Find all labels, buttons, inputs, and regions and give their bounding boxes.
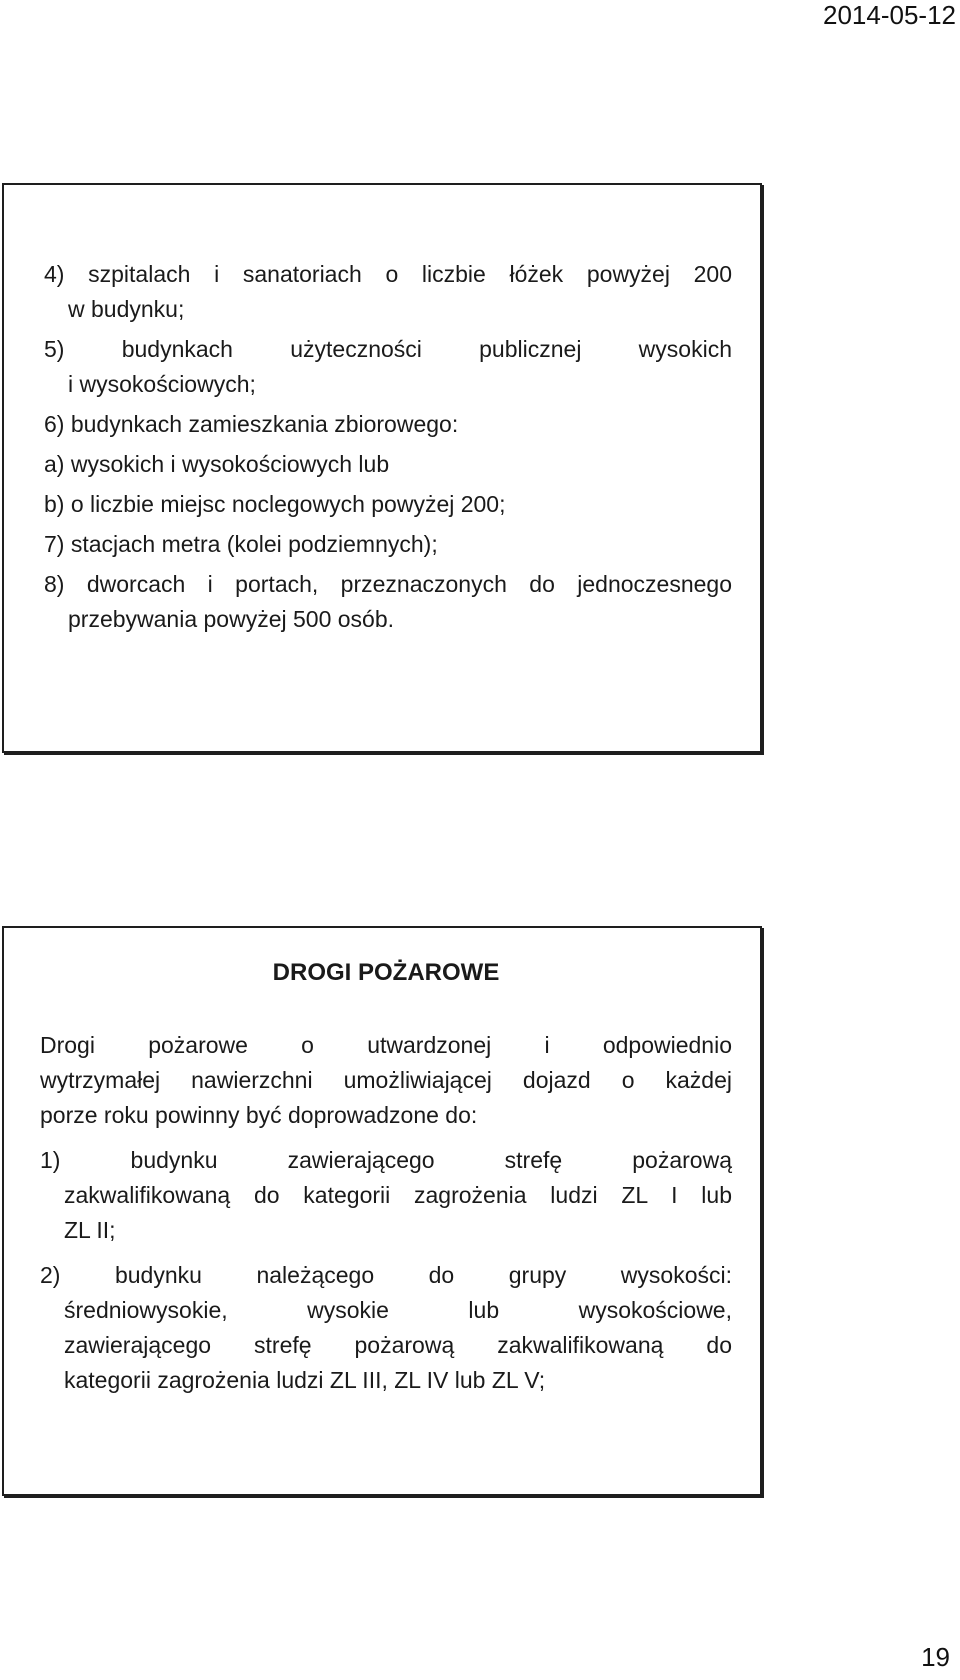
list-item-line: w budynku;	[68, 296, 185, 322]
page-number: 19	[921, 1642, 950, 1672]
list-item-line: średniowysokie, wysokie lub wysokościowe,	[64, 1297, 732, 1323]
list-item-line: 2) budynku należącego do grupy wysokości:	[40, 1262, 732, 1288]
paragraph-line: wytrzymałej nawierzchni umożliwiającej dojazd o każdej	[40, 1067, 732, 1093]
paragraph-line: porze roku powinny być doprowadzone do:	[40, 1102, 478, 1128]
list-item-line: zakwalifikowaną do kategorii zagrożenia ludzi ZL I lub	[64, 1182, 732, 1208]
list-item-line: i wysokościowych;	[68, 371, 256, 397]
list-item-line: 5) budynkach użyteczności publicznej wysokich	[44, 336, 732, 362]
list-item-line: a) wysokich i wysokościowych lub	[44, 451, 390, 477]
paragraph-line: Drogi pożarowe o utwardzonej i odpowiednio	[40, 1032, 732, 1058]
list-item-line: 8) dworcach i portach, przeznaczonych do jednoczesnego	[44, 571, 732, 597]
page-date: 2014-05-12	[823, 0, 956, 30]
list-item-line: kategorii zagrożenia ludzi ZL III, ZL IV lub ZL V;	[64, 1367, 546, 1393]
list-item-line: przebywania powyżej 500 osób.	[68, 606, 395, 632]
slide-2	[2, 926, 762, 1496]
list-item-line: 4) szpitalach i sanatoriach o liczbie łóżek powyżej 200	[44, 261, 732, 287]
list-item-line: 6) budynkach zamieszkania zbiorowego:	[44, 411, 459, 437]
list-item-line: zawierającego strefę pożarową zakwalifikowaną do	[64, 1332, 732, 1358]
list-item-line: 7) stacjach metra (kolei podziemnych);	[44, 531, 438, 557]
list-item-line: b) o liczbie miejsc noclegowych powyżej 200;	[44, 491, 506, 517]
list-item-line: 1) budynku zawierającego strefę pożarową	[40, 1147, 732, 1173]
slide-title: DROGI POŻAROWE	[272, 959, 500, 986]
slide-1	[2, 183, 762, 753]
list-item-line: ZL II;	[64, 1217, 116, 1243]
